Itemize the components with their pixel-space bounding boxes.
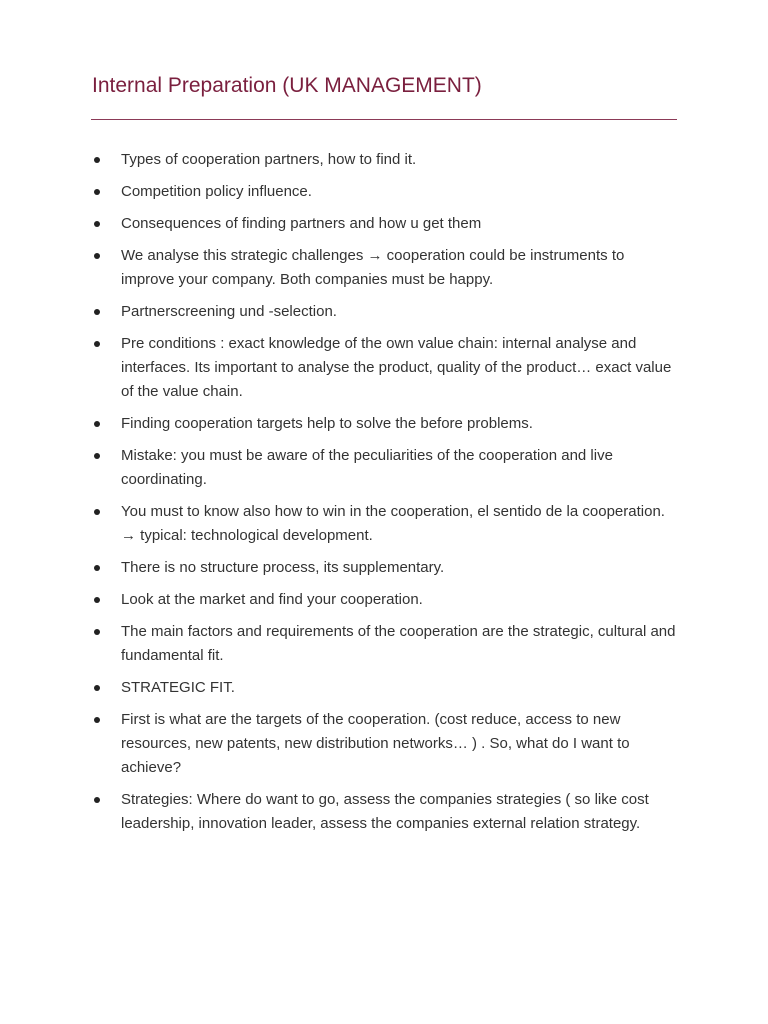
document-title: Internal Preparation (UK MANAGEMENT) <box>92 74 482 97</box>
bullet-item-13 <box>92 676 678 700</box>
bullet-text: You must to know also how to win in the cooperation, el sentido de la cooperation. → typical: technological development. <box>121 503 665 544</box>
bullet-item-2 <box>92 180 678 204</box>
bullet-dot-icon <box>94 421 100 427</box>
bullet-list <box>92 148 678 844</box>
bullet-text: There is no structure process, its supplementary. <box>121 559 445 576</box>
bullet-item-8 <box>92 444 678 492</box>
bullet-text: STRATEGIC FIT. <box>121 679 235 696</box>
bullet-text: Partnerscreening und -selection. <box>121 303 337 320</box>
bullet-text: First is what are the targets of the cooperation. (cost reduce, access to new resources, new patents, new distribution networks… ) . So, what do I want to achieve? <box>121 711 630 776</box>
bullet-dot-icon <box>94 253 100 259</box>
bullet-item-5 <box>92 300 678 324</box>
bullet-dot-icon <box>94 341 100 347</box>
bullet-dot-icon <box>94 189 100 195</box>
bullet-text: Consequences of finding partners and how u get them <box>121 215 482 232</box>
bullet-item-3 <box>92 212 678 236</box>
bullet-item-10 <box>92 556 678 580</box>
bullet-item-7 <box>92 412 678 436</box>
bullet-text: The main factors and requirements of the cooperation are the strategic, cultural and fundamental fit. <box>121 623 676 664</box>
bullet-dot-icon <box>94 221 100 227</box>
bullet-dot-icon <box>94 157 100 163</box>
bullet-item-9 <box>92 500 678 548</box>
bullet-item-15 <box>92 788 678 836</box>
bullet-text: Strategies: Where do want to go, assess the companies strategies ( so like cost leadership, innovation leader, assess the companies external relation strategy. <box>121 791 649 832</box>
bullet-item-14 <box>92 708 678 780</box>
title-divider <box>91 119 677 120</box>
bullet-dot-icon <box>94 509 100 515</box>
bullet-text: We analyse this strategic challenges → cooperation could be instruments to improve your company. Both companies must be happy. <box>121 247 625 288</box>
bullet-text: Mistake: you must be aware of the peculiarities of the cooperation and live coordinating. <box>121 447 613 488</box>
bullet-dot-icon <box>94 629 100 635</box>
bullet-text: Competition policy influence. <box>121 183 312 200</box>
bullet-text: Look at the market and find your cooperation. <box>121 591 423 608</box>
bullet-dot-icon <box>94 717 100 723</box>
bullet-text: Types of cooperation partners, how to find it. <box>121 151 417 168</box>
bullet-dot-icon <box>94 453 100 459</box>
bullet-item-6 <box>92 332 678 404</box>
bullet-item-4 <box>92 244 678 292</box>
bullet-item-1 <box>92 148 678 172</box>
bullet-dot-icon <box>94 565 100 571</box>
bullet-dot-icon <box>94 597 100 603</box>
bullet-item-11 <box>92 588 678 612</box>
bullet-item-12 <box>92 620 678 668</box>
bullet-dot-icon <box>94 797 100 803</box>
bullet-text: Pre conditions : exact knowledge of the own value chain: internal analyse and interfaces. Its important to analyse the product, quality of the product… exact value of the value chain. <box>121 335 672 400</box>
bullet-dot-icon <box>94 309 100 315</box>
bullet-text: Finding cooperation targets help to solve the before problems. <box>121 415 533 432</box>
bullet-dot-icon <box>94 685 100 691</box>
